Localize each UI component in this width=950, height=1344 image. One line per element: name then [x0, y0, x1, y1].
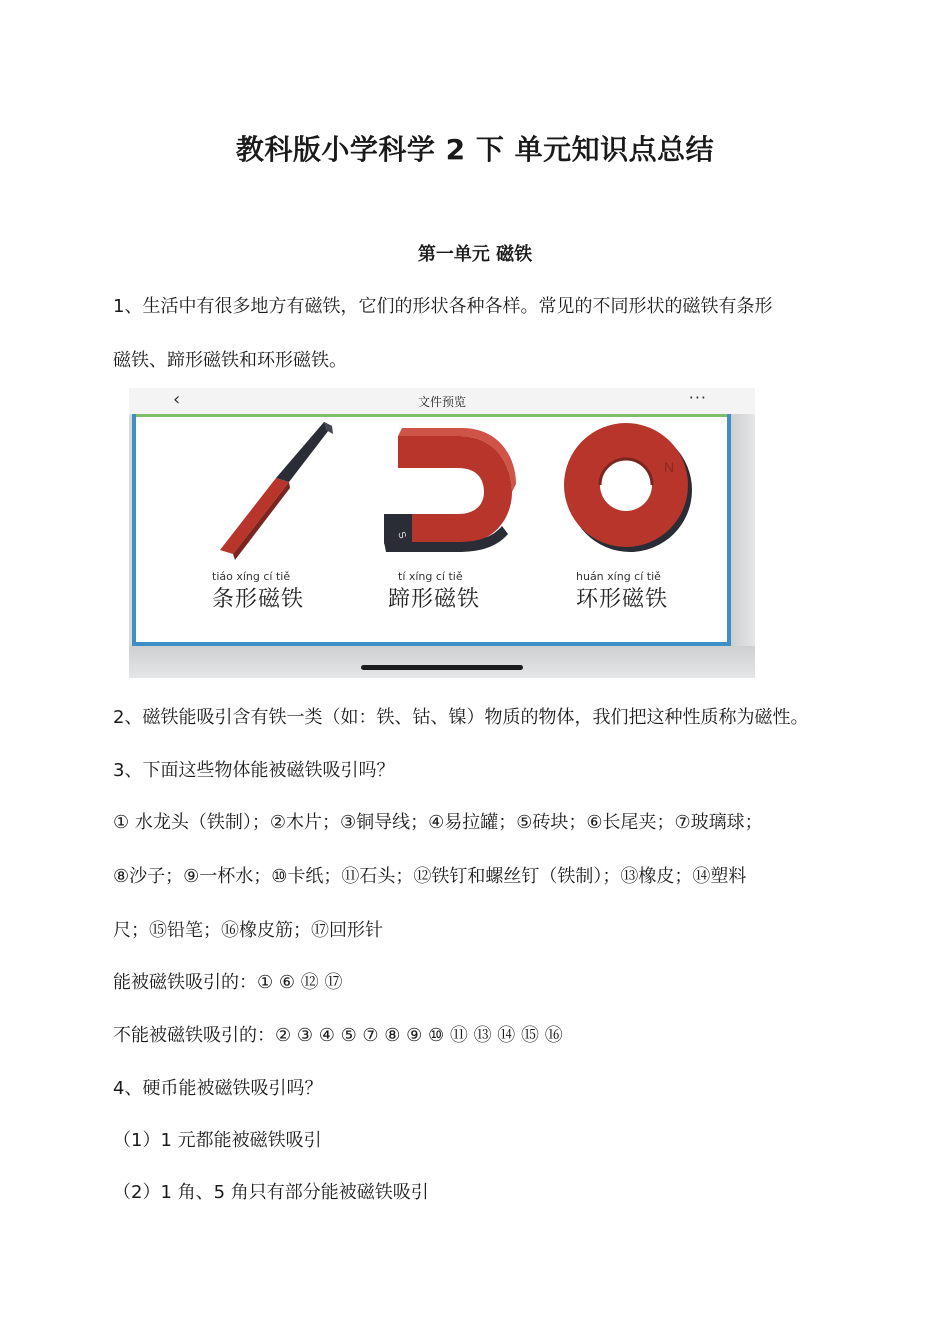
n-pole-label: N — [664, 459, 675, 475]
chevron-left-icon[interactable]: ‹ — [173, 389, 181, 410]
coin-answer-2: （2）1 角、5 角只有部分能被磁铁吸引 — [113, 1182, 429, 1203]
attracted-answer: 能被磁铁吸引的：① ⑥ ⑫ ⑰ — [113, 972, 343, 993]
not-attracted-answer: 不能被磁铁吸引的：② ③ ④ ⑤ ⑦ ⑧ ⑨ ⑩ ⑪ ⑬ ⑭ ⑮ ⑯ — [113, 1025, 563, 1046]
ring-magnet-image — [564, 423, 692, 552]
paragraph-2: 2、磁铁能吸引含有铁一类（如：铁、钴、镍）物质的物体，我们把这种性质称为磁性。 — [113, 707, 809, 728]
home-indicator — [361, 665, 523, 670]
horseshoe-magnet-pinyin: tí xíng cí tiě — [398, 570, 463, 583]
object-list-line-3: 尺；⑮铅笔；⑯橡皮筋；⑰回形针 — [113, 920, 383, 941]
magnet-card — [132, 414, 731, 646]
preview-topbar — [129, 388, 755, 415]
ring-magnet-label: 环形磁铁 — [576, 587, 669, 612]
more-dots-icon[interactable]: ··· — [688, 388, 707, 407]
coin-answer-1: （1）1 元都能被磁铁吸引 — [113, 1130, 322, 1151]
bar-magnet-label: 条形磁铁 — [212, 587, 305, 612]
ring-magnet-pinyin: huán xíng cí tiě — [576, 570, 661, 583]
paragraph-3: 3、下面这些物体能被磁铁吸引吗？ — [113, 760, 395, 781]
object-list-line-1: ① 水龙头（铁制）；②木片；③铜导线；④易拉罐；⑤砖块；⑥长尾夹；⑦玻璃球； — [113, 812, 763, 833]
page-title: 教科版小学科学 2 下 单元知识点总结 — [235, 133, 715, 166]
bar-magnet-pinyin: tiáo xíng cí tiě — [212, 570, 291, 583]
paragraph-1-line-1: 1、生活中有很多地方有磁铁，它们的形状各种各样。常见的不同形状的磁铁有条形 — [113, 296, 773, 317]
magnet-figure — [129, 388, 755, 678]
preview-title: 文件预览 — [417, 395, 466, 409]
background-shade — [727, 414, 755, 678]
unit-title: 第一单元 磁铁 — [417, 244, 533, 265]
bar-magnet-image — [220, 422, 333, 560]
horseshoe-magnet-label: 蹄形磁铁 — [388, 587, 481, 612]
paragraph-4: 4、硬币能被磁铁吸引吗？ — [113, 1078, 323, 1099]
paragraph-1-line-2: 磁铁、蹄形磁铁和环形磁铁。 — [113, 350, 347, 371]
s-pole-label: S — [395, 530, 408, 541]
object-list-line-2: ⑧沙子；⑨一杯水；⑩卡纸；⑪石头；⑫铁钉和螺丝钉（铁制）；⑬橡皮；⑭塑料 — [113, 866, 747, 887]
background-shade-bottom — [129, 646, 755, 678]
horseshoe-magnet-image — [384, 428, 516, 552]
